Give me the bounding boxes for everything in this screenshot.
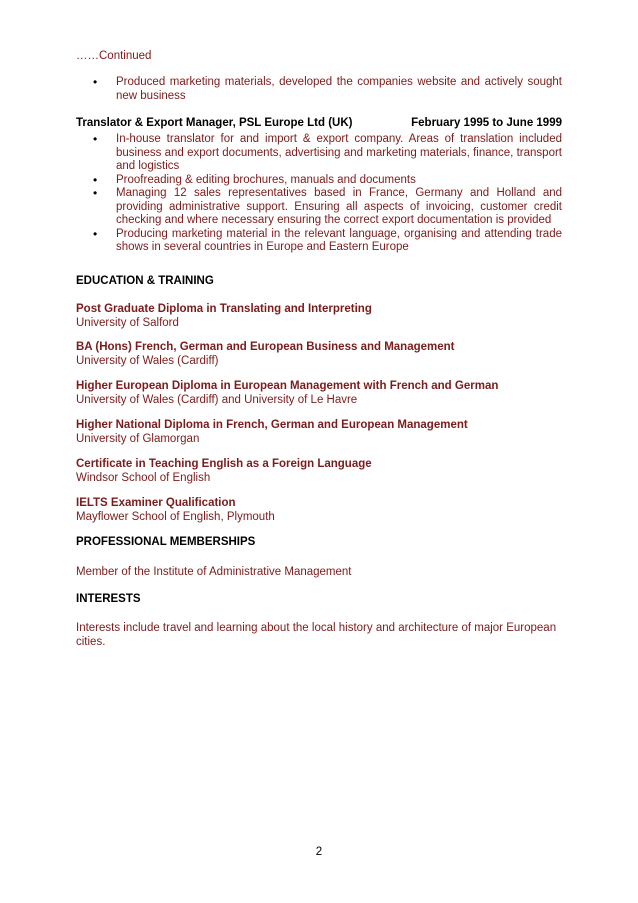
job-heading (76, 117, 562, 131)
bullet-text: In-house translator for and import & export company. Areas of translation included business and export documents, advertising and marketing materials, finance, transport and logistics (116, 133, 562, 172)
bullet-text: Producing marketing material in the relevant language, organising and attending trade shows in several countries in Europe and Eastern Europe (116, 227, 562, 253)
qualification-title: Higher National Diploma in French, German and European Management (76, 419, 468, 431)
qualification-title: Higher European Diploma in European Management with French and German (76, 380, 499, 392)
continued-label: ……Continued (76, 50, 152, 62)
qualification-title: BA (Hons) French, German and European Business and Management (76, 341, 455, 353)
bullet-icon: • (93, 75, 98, 89)
education-entry (76, 458, 562, 485)
education-heading: EDUCATION & TRAINING (76, 275, 214, 287)
job-title: Translator & Export Manager, PSL Europe Ltd (UK) (76, 117, 353, 129)
list-item (76, 76, 562, 103)
institution-name: Windsor School of English (76, 471, 211, 484)
qualification-title: Certificate in Teaching English as a Foreign Language (76, 458, 372, 470)
memberships-heading: PROFESSIONAL MEMBERSHIPS (76, 536, 256, 548)
bullet-text: Managing 12 sales representatives based in France, Germany and Holland and providing administrative support. Ensuring all aspects of invoicing, customer credit checking and where necessary ensuring the correct export documentation is provided (116, 187, 562, 226)
education-entry (76, 419, 562, 446)
bullet-text: Proofreading & editing brochures, manuals and documents (116, 173, 416, 186)
memberships-text: Member of the Institute of Administrative Management (76, 566, 352, 578)
bullet-icon: • (93, 186, 98, 200)
list-item (76, 187, 562, 228)
page-number: 2 (315, 846, 323, 858)
bullet-icon: • (93, 132, 98, 146)
bullet-text: Produced marketing materials, developed the companies website and actively sought new business (116, 76, 562, 102)
qualification-title: IELTS Examiner Qualification (76, 497, 236, 509)
interests-heading: INTERESTS (76, 593, 141, 605)
institution-name: University of Salford (76, 316, 179, 329)
education-entry (76, 303, 562, 330)
qualification-title: Post Graduate Diploma in Translating and Interpreting (76, 303, 372, 315)
job-dates: February 1995 to June 1999 (411, 117, 562, 129)
list-item (76, 228, 562, 255)
education-entry (76, 380, 562, 407)
institution-name: University of Glamorgan (76, 432, 200, 445)
job-bullets (76, 133, 562, 255)
previous-job-bullets (76, 76, 562, 103)
interests-text: Interests include travel and learning about the local history and architecture of major European cities. (76, 622, 557, 648)
list-item (76, 133, 562, 174)
bullet-icon: • (93, 172, 98, 187)
education-entry (76, 341, 562, 368)
education-entry (76, 497, 562, 524)
list-item (76, 174, 562, 188)
institution-name: University of Wales (Cardiff) and University of Le Havre (76, 393, 358, 406)
institution-name: Mayflower School of English, Plymouth (76, 510, 275, 523)
bullet-icon: • (93, 226, 98, 241)
institution-name: University of Wales (Cardiff) (76, 354, 219, 367)
